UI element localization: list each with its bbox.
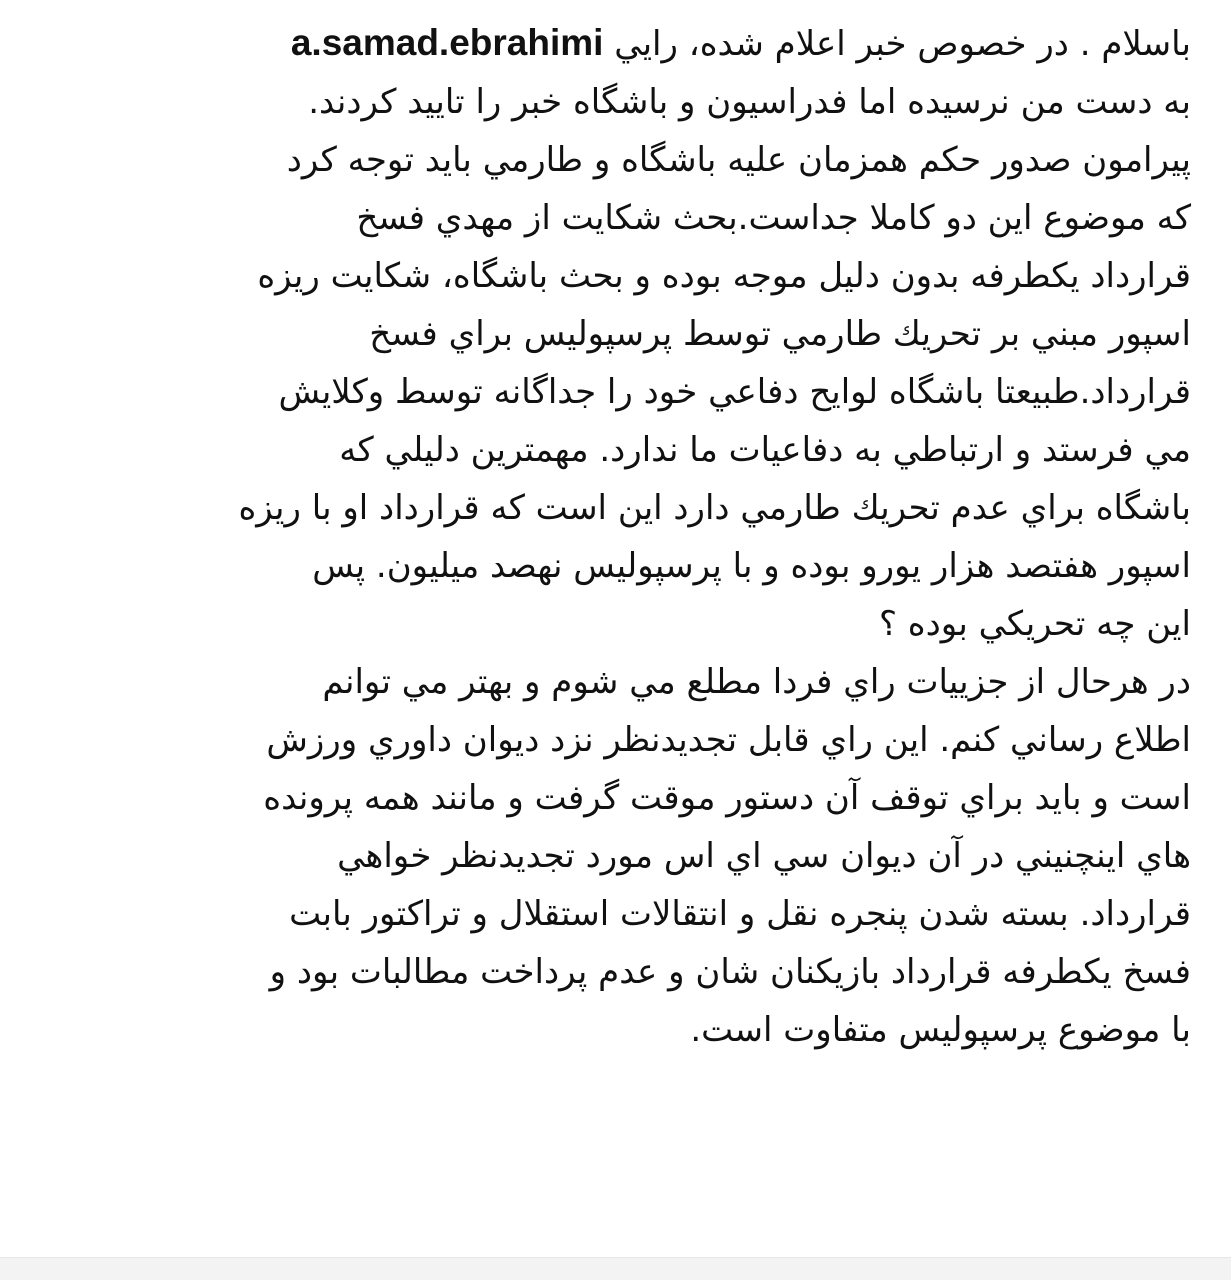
caption-line: كه موضوع اين دو كاملا جداست.بحث شكايت از مهدي فسخ — [356, 198, 1191, 238]
caption-line: قرارداد يكطرفه بدون دليل موجه بوده و بحث باشگاه، شكايت ريزه — [257, 256, 1191, 296]
caption-line: قرارداد.طبيعتا باشگاه لوايح دفاعي خود را جداگانه توسط وكلايش — [278, 372, 1191, 412]
caption-line: اسپور هفتصد هزار يورو بوده و با پرسپوليس نهصد ميليون. پس — [312, 546, 1191, 586]
caption-line: اسپور مبني بر تحريك طارمي توسط پرسپوليس براي فسخ — [369, 314, 1191, 354]
caption-line: پيرامون صدور حكم همزمان عليه باشگاه و طارمي بايد توجه كرد — [286, 140, 1191, 180]
caption-line: اين چه تحريكي بوده ؟ — [878, 604, 1191, 644]
caption-line: قرارداد. بسته شدن پنجره نقل و انتقالات استقلال و تراكتور بابت — [289, 894, 1191, 934]
bottom-divider — [0, 1257, 1231, 1280]
caption-text: باسلام . در خصوص خبر اعلام شده، رايي — [614, 24, 1191, 64]
caption-line: هاي اينچنيني در آن ديوان سي اي اس مورد تجديدنظر خواهي — [337, 836, 1191, 876]
caption-line: با موضوع پرسپوليس متفاوت است. — [690, 1010, 1191, 1050]
caption-line: است و بايد براي توقف آن دستور موقت گرفت و مانند همه پرونده — [263, 778, 1191, 818]
caption-line: به دست من نرسيده اما فدراسيون و باشگاه خبر را تاييد كردند. — [308, 82, 1191, 122]
caption-line: در هرحال از جزييات راي فردا مطلع مي شوم و بهتر مي توانم — [322, 662, 1191, 702]
caption-line — [36, 14, 1191, 73]
caption-line: باشگاه براي عدم تحريك طارمي دارد اين است كه قرارداد او با ريزه — [238, 488, 1191, 528]
post-caption — [36, 14, 1191, 1059]
username-link[interactable]: a.samad.ebrahimi — [290, 22, 604, 63]
caption-line: فسخ يكطرفه قرارداد بازيكنان شان و عدم پرداخت مطالبات بود و — [269, 952, 1191, 992]
caption-line: اطلاع رساني كنم. اين راي قابل تجديدنظر نزد ديوان داوري ورزش — [266, 720, 1191, 760]
caption-line: مي فرستد و ارتباطي به دفاعيات ما ندارد. مهمترين دليلي كه — [339, 430, 1191, 470]
